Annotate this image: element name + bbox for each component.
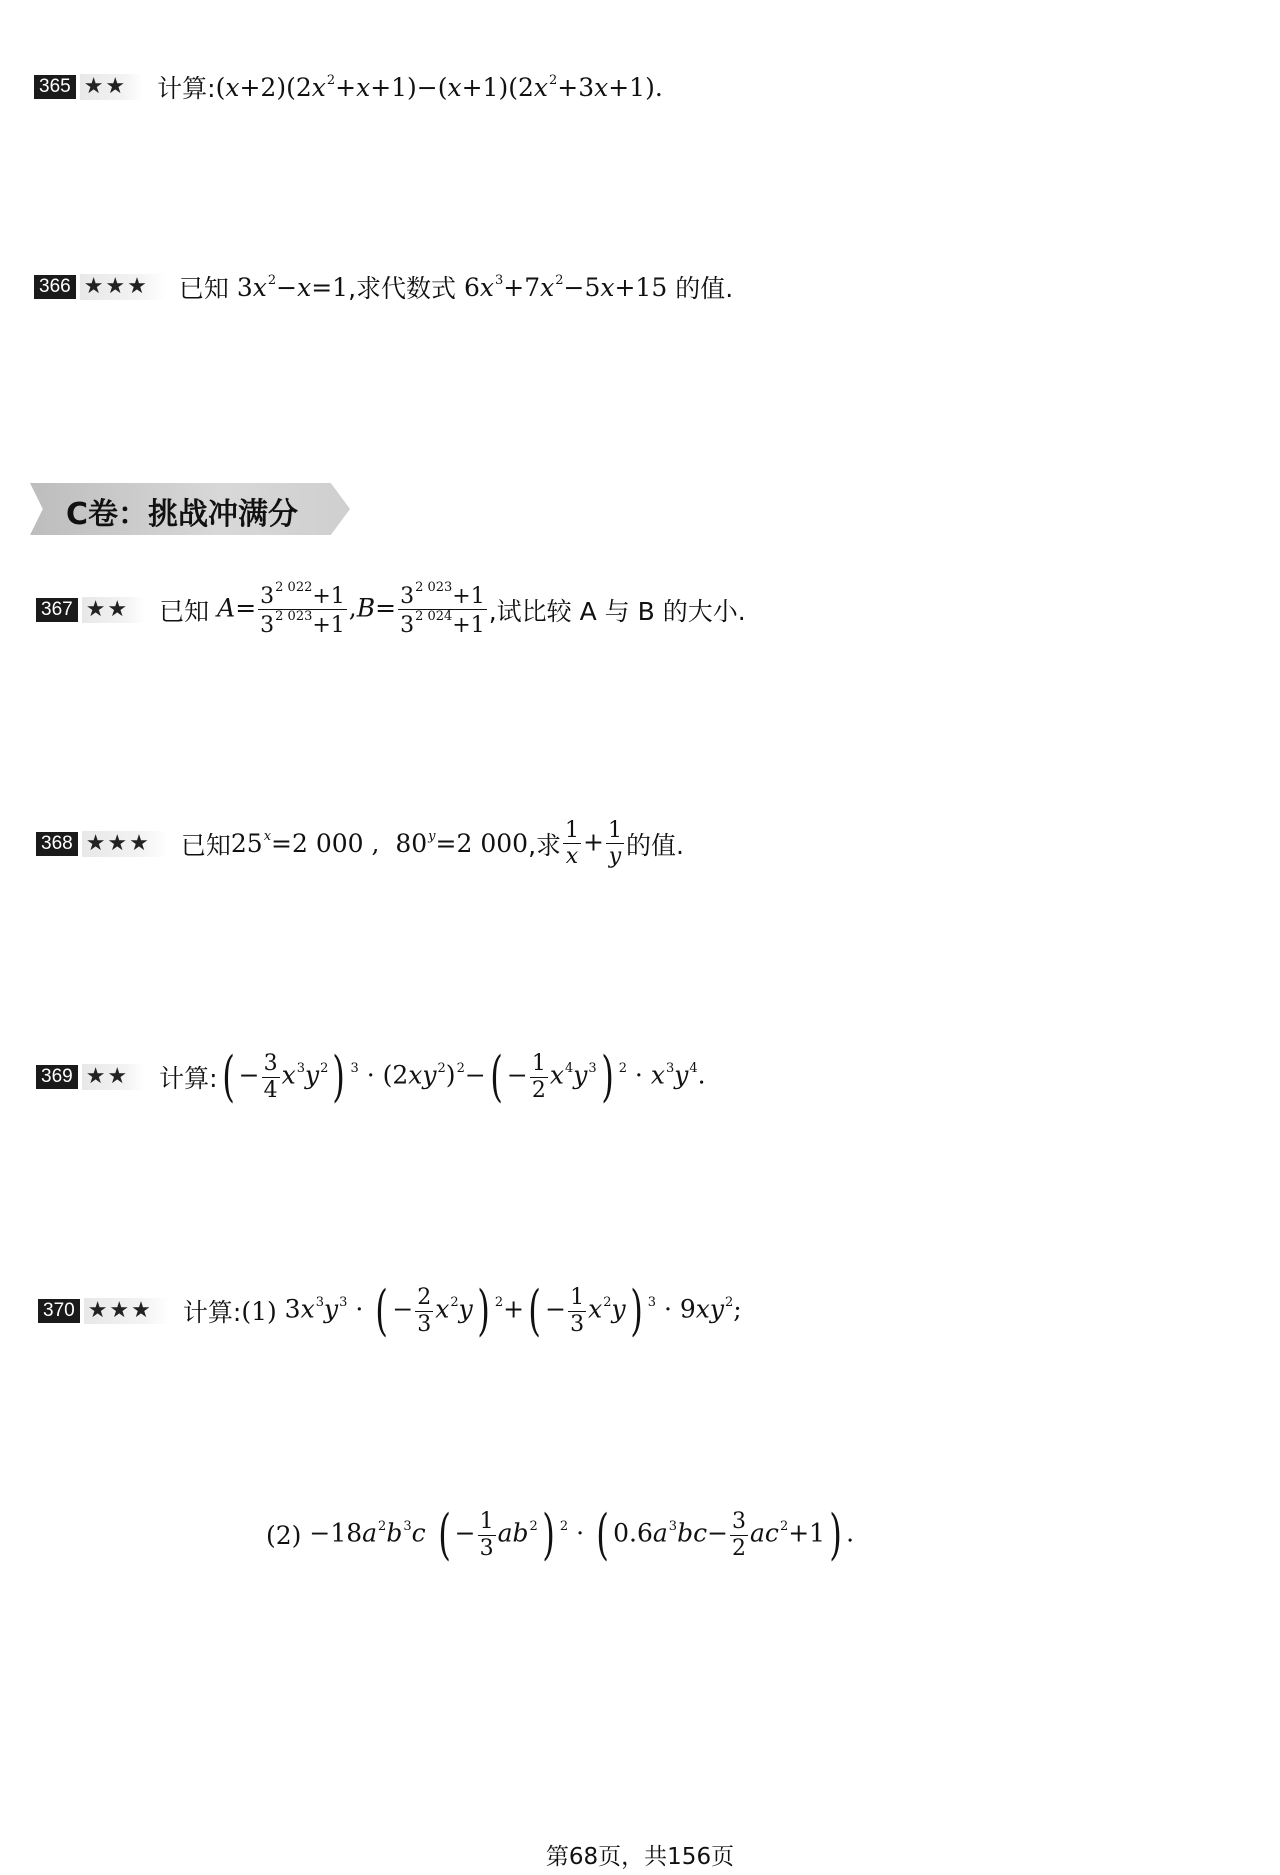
difficulty-stars: ★★★ (80, 274, 165, 300)
problem-label: 计算: (157, 74, 216, 103)
problem-366 (34, 269, 733, 305)
problem-number: 368 (36, 832, 78, 856)
problem-text: 的值. (625, 830, 684, 860)
problem-number: 369 (36, 1065, 78, 1089)
problem-number: 366 (34, 275, 76, 299)
problem-number: 365 (34, 75, 76, 99)
problem-367 (36, 581, 746, 639)
problem-expression: $3x^2-x=1$ (228, 272, 349, 302)
problem-368 (36, 818, 684, 870)
difficulty-stars: ★★ (82, 597, 145, 623)
problem-part-number: (1) (241, 1296, 277, 1326)
problem-label: 已知 (159, 596, 210, 626)
problem-expression: ( − $\frac{3}{4}$ $x^3y^2$) $^3 \cdot (2xy^2)^2-$( − $\frac{1}{2}$ $x^4y^3$) $^2 \cdot x^3y^4$. (221, 1045, 706, 1108)
problem-part-number: (2) (266, 1520, 302, 1550)
problem-370 (38, 1279, 742, 1342)
problem-number: 370 (38, 1299, 80, 1323)
difficulty-stars: ★★ (80, 74, 143, 100)
problem-370-part-2 (266, 1503, 855, 1566)
problem-number: 367 (36, 598, 78, 622)
difficulty-stars: ★★★ (82, 831, 167, 857)
problem-365 (34, 69, 663, 105)
problem-expression: $3x^3y^3$ · ( − $\frac{2}{3}$ $x^2y$) $^2$+( − $\frac{1}{3}$ $x^2y$) $^3 \cdot 9xy^2$; (276, 1279, 742, 1342)
difficulty-stars: ★★★ (84, 1298, 169, 1324)
problem-text: ,求代数式 (348, 274, 457, 303)
problem-label: 已知 (178, 274, 229, 303)
difficulty-stars: ★★ (82, 1064, 145, 1090)
section-title: C卷：挑战冲满分 (66, 497, 299, 532)
problem-expression: $(x+2)(2x^2+x+1)-(x+1)(2x^2+3x+1)$. (215, 72, 663, 102)
problem-label: 计算: (159, 1064, 218, 1093)
problem-expression: A= $\frac{3^{2 022}+1}{3^{2 023}+1}$ ,B= $\frac{3^{2 023}+1}{3^{2 024}+1}$ (217, 580, 485, 639)
problem-expression: $6x^3+7x^2-5x+15$ (456, 272, 676, 302)
problem-expression: $-18a^2b^3c$ ( − $\frac{1}{3}$ $ab^2$) $^2$ · ( $0.6a^3bc-$ $\frac{3}{2}$ $ac^2+1$) . (301, 1503, 855, 1566)
problem-label: 已知 (180, 830, 231, 860)
problem-text: ,求 (528, 830, 562, 860)
problem-369 (36, 1045, 706, 1108)
problem-text: 的值. (675, 274, 734, 303)
problem-expression: $\frac{1}{x}$ + $\frac{1}{y}$ (565, 818, 622, 870)
page-footer: 第68页，共156页 (545, 1844, 735, 1870)
problem-label: 计算: (182, 1298, 242, 1327)
problem-expression: $25^x=2$ 000 , $80^y=2$ 000 (230, 829, 529, 859)
problem-text: ,试比较 A 与 B 的大小. (488, 596, 746, 626)
